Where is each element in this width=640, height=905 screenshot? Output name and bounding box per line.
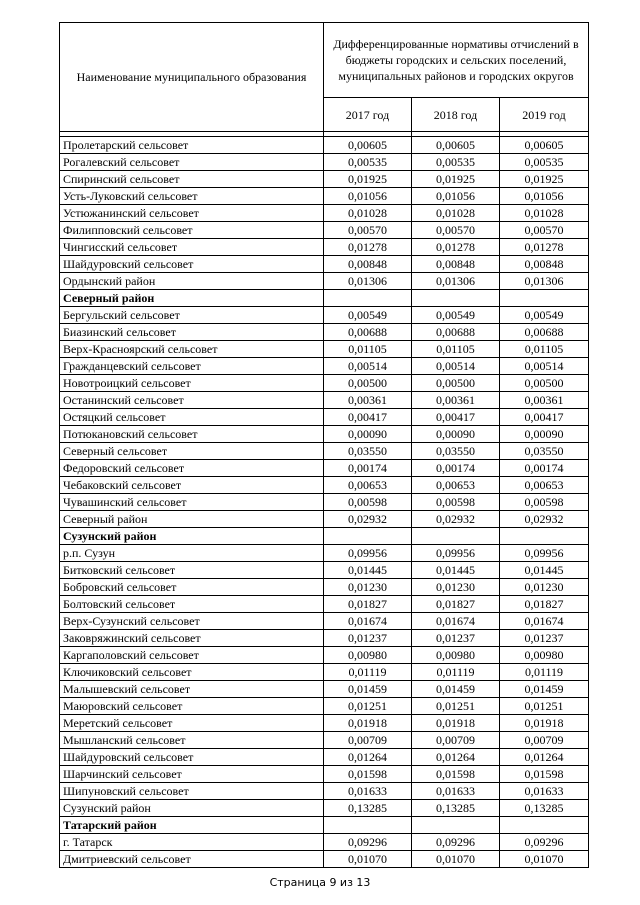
column-header-norms: Дифференцированные нормативы отчислений в бюджеты городских и сельских поселений, муниципальных районов и городских округов: [324, 23, 589, 98]
norm-value-2017: 0,00848: [324, 256, 412, 273]
table-row: [60, 494, 589, 511]
table-row: [60, 511, 589, 528]
norm-value-2017: 0,00605: [324, 137, 412, 154]
norm-value-2017: 0,01070: [324, 851, 412, 868]
municipality-name: Заковряжинский сельсовет: [60, 630, 324, 647]
norm-value-2019: 0,01925: [500, 171, 589, 188]
norm-value-2017: 0,00417: [324, 409, 412, 426]
municipality-name: Филипповский сельсовет: [60, 222, 324, 239]
norm-value-2019: 0,00598: [500, 494, 589, 511]
municipality-name: Потюкановский сельсовет: [60, 426, 324, 443]
municipality-name: Северный сельсовет: [60, 443, 324, 460]
norm-value-2018: 0,00605: [412, 137, 500, 154]
table-row: [60, 460, 589, 477]
norm-value-2019: 0,01674: [500, 613, 589, 630]
table-row: [60, 409, 589, 426]
municipality-name: Шайдуровский сельсовет: [60, 256, 324, 273]
municipality-name: Усть-Луковский сельсовет: [60, 188, 324, 205]
municipality-name: Шипуновский сельсовет: [60, 783, 324, 800]
municipality-name: Остяцкий сельсовет: [60, 409, 324, 426]
norm-value-2019: 0,09296: [500, 834, 589, 851]
table-row: [60, 613, 589, 630]
norm-value-2017: 0,00598: [324, 494, 412, 511]
norm-value-2017: 0,00570: [324, 222, 412, 239]
municipality-name: Маюровский сельсовет: [60, 698, 324, 715]
norm-value-2017: 0,01925: [324, 171, 412, 188]
norm-value-2017: 0,01633: [324, 783, 412, 800]
municipality-name: Биазинский сельсовет: [60, 324, 324, 341]
norm-value-2018: 0,01306: [412, 273, 500, 290]
table-row: [60, 579, 589, 596]
norm-value-2018: 0,01827: [412, 596, 500, 613]
empty-cell: [500, 290, 589, 307]
municipality-name: Ордынский район: [60, 273, 324, 290]
column-header-2018: 2018 год: [412, 98, 500, 132]
table-row: [60, 664, 589, 681]
norm-value-2017: 0,00514: [324, 358, 412, 375]
norm-value-2019: 0,01918: [500, 715, 589, 732]
municipality-name: Битковский сельсовет: [60, 562, 324, 579]
table-row: [60, 477, 589, 494]
norm-value-2018: 0,00361: [412, 392, 500, 409]
norm-value-2017: 0,03550: [324, 443, 412, 460]
norm-value-2017: 0,01105: [324, 341, 412, 358]
table-row: [60, 256, 589, 273]
norm-value-2018: 0,00653: [412, 477, 500, 494]
norm-value-2018: 0,00417: [412, 409, 500, 426]
norm-value-2017: 0,09956: [324, 545, 412, 562]
norm-value-2019: 0,00361: [500, 392, 589, 409]
norm-value-2017: 0,00500: [324, 375, 412, 392]
table-row: [60, 630, 589, 647]
norm-value-2017: 0,13285: [324, 800, 412, 817]
norm-value-2018: 0,01633: [412, 783, 500, 800]
table-row: [60, 171, 589, 188]
norm-value-2018: 0,09296: [412, 834, 500, 851]
table-row: [60, 222, 589, 239]
section-row: [60, 817, 589, 834]
municipality-name: Шарчинский сельсовет: [60, 766, 324, 783]
norm-value-2018: 0,02932: [412, 511, 500, 528]
norm-value-2017: 0,01459: [324, 681, 412, 698]
table-row: [60, 783, 589, 800]
norm-value-2019: 0,01028: [500, 205, 589, 222]
norm-value-2018: 0,00514: [412, 358, 500, 375]
norm-value-2018: 0,00090: [412, 426, 500, 443]
norm-value-2017: 0,00688: [324, 324, 412, 341]
table-row: [60, 137, 589, 154]
table-row: [60, 749, 589, 766]
table-row: [60, 545, 589, 562]
column-header-name: Наименование муниципального образования: [60, 23, 324, 132]
table-row: [60, 392, 589, 409]
norm-value-2019: 0,13285: [500, 800, 589, 817]
norm-value-2018: 0,00709: [412, 732, 500, 749]
table-row: [60, 358, 589, 375]
norm-value-2018: 0,00535: [412, 154, 500, 171]
norm-value-2019: 0,00980: [500, 647, 589, 664]
norm-value-2018: 0,01278: [412, 239, 500, 256]
table-row: [60, 681, 589, 698]
norm-value-2017: 0,09296: [324, 834, 412, 851]
norm-value-2019: 0,02932: [500, 511, 589, 528]
norm-value-2019: 0,00709: [500, 732, 589, 749]
norm-value-2019: 0,01237: [500, 630, 589, 647]
norm-value-2018: 0,01264: [412, 749, 500, 766]
norm-value-2017: 0,01306: [324, 273, 412, 290]
norm-value-2019: 0,00500: [500, 375, 589, 392]
norm-value-2018: 0,00688: [412, 324, 500, 341]
table-row: [60, 647, 589, 664]
municipality-name: Меретский сельсовет: [60, 715, 324, 732]
municipality-name: Гражданцевский сельсовет: [60, 358, 324, 375]
page-footer: Страница 9 из 13: [269, 876, 371, 889]
municipality-name: Спиринский сельсовет: [60, 171, 324, 188]
norm-value-2019: 0,00535: [500, 154, 589, 171]
municipality-name: Малышевский сельсовет: [60, 681, 324, 698]
norm-value-2017: 0,01028: [324, 205, 412, 222]
norm-value-2019: 0,01445: [500, 562, 589, 579]
norm-value-2017: 0,00549: [324, 307, 412, 324]
table-row: [60, 715, 589, 732]
norm-value-2019: 0,09956: [500, 545, 589, 562]
municipality-name: Дмитриевский сельсовет: [60, 851, 324, 868]
empty-cell: [500, 817, 589, 834]
norm-value-2019: 0,01056: [500, 188, 589, 205]
norm-value-2017: 0,00174: [324, 460, 412, 477]
table-row: [60, 307, 589, 324]
norm-value-2018: 0,03550: [412, 443, 500, 460]
table-row: [60, 239, 589, 256]
empty-cell: [412, 290, 500, 307]
norm-value-2018: 0,01445: [412, 562, 500, 579]
norm-value-2019: 0,01251: [500, 698, 589, 715]
table-row: [60, 851, 589, 868]
table-row: [60, 154, 589, 171]
header-row: [60, 23, 589, 98]
table-row: [60, 188, 589, 205]
norm-value-2018: 0,09956: [412, 545, 500, 562]
norm-value-2018: 0,00570: [412, 222, 500, 239]
norm-value-2018: 0,01119: [412, 664, 500, 681]
norm-value-2019: 0,00090: [500, 426, 589, 443]
municipality-name: Чебаковский сельсовет: [60, 477, 324, 494]
norm-value-2018: 0,01237: [412, 630, 500, 647]
norm-value-2017: 0,01264: [324, 749, 412, 766]
norm-value-2017: 0,00090: [324, 426, 412, 443]
municipality-name: Федоровский сельсовет: [60, 460, 324, 477]
norm-value-2017: 0,01674: [324, 613, 412, 630]
table-row: [60, 341, 589, 358]
norm-value-2019: 0,01264: [500, 749, 589, 766]
norm-value-2018: 0,01070: [412, 851, 500, 868]
empty-cell: [324, 528, 412, 545]
norm-value-2017: 0,02932: [324, 511, 412, 528]
norm-value-2017: 0,01251: [324, 698, 412, 715]
empty-cell: [412, 817, 500, 834]
norm-value-2018: 0,01251: [412, 698, 500, 715]
empty-cell: [324, 290, 412, 307]
municipality-name: Болтовский сельсовет: [60, 596, 324, 613]
municipality-name: Пролетарский сельсовет: [60, 137, 324, 154]
norm-value-2019: 0,00653: [500, 477, 589, 494]
norm-value-2019: 0,00605: [500, 137, 589, 154]
municipality-name: Сузунский район: [60, 800, 324, 817]
norm-value-2019: 0,01070: [500, 851, 589, 868]
table-row: [60, 324, 589, 341]
table-row: [60, 596, 589, 613]
norm-value-2017: 0,01827: [324, 596, 412, 613]
column-header-2017: 2017 год: [324, 98, 412, 132]
norm-value-2019: 0,01633: [500, 783, 589, 800]
norm-value-2018: 0,00500: [412, 375, 500, 392]
norm-value-2017: 0,01056: [324, 188, 412, 205]
municipality-name: Ключиковский сельсовет: [60, 664, 324, 681]
norm-value-2019: 0,00417: [500, 409, 589, 426]
norm-value-2019: 0,01119: [500, 664, 589, 681]
norm-value-2018: 0,01918: [412, 715, 500, 732]
section-title: Сузунский район: [60, 528, 324, 545]
norm-value-2019: 0,00174: [500, 460, 589, 477]
norm-value-2017: 0,01237: [324, 630, 412, 647]
norm-value-2017: 0,01445: [324, 562, 412, 579]
municipality-name: Устюжанинский сельсовет: [60, 205, 324, 222]
norm-value-2017: 0,00361: [324, 392, 412, 409]
empty-cell: [500, 528, 589, 545]
table-row: [60, 834, 589, 851]
table-row: [60, 562, 589, 579]
norm-value-2017: 0,00980: [324, 647, 412, 664]
norm-value-2019: 0,00570: [500, 222, 589, 239]
municipality-name: Верх-Сузунский сельсовет: [60, 613, 324, 630]
norm-value-2019: 0,03550: [500, 443, 589, 460]
norm-value-2019: 0,00688: [500, 324, 589, 341]
budget-norms-table: [59, 22, 589, 868]
norm-value-2017: 0,01918: [324, 715, 412, 732]
norm-value-2017: 0,00709: [324, 732, 412, 749]
norm-value-2018: 0,00598: [412, 494, 500, 511]
norm-value-2017: 0,01278: [324, 239, 412, 256]
section-title: Северный район: [60, 290, 324, 307]
norm-value-2018: 0,01674: [412, 613, 500, 630]
table-row: [60, 443, 589, 460]
norm-value-2017: 0,01230: [324, 579, 412, 596]
municipality-name: Верх-Красноярский сельсовет: [60, 341, 324, 358]
norm-value-2018: 0,13285: [412, 800, 500, 817]
empty-cell: [324, 817, 412, 834]
municipality-name: Чувашинский сельсовет: [60, 494, 324, 511]
municipality-name: Каргаполовский сельсовет: [60, 647, 324, 664]
municipality-name: Шайдуровский сельсовет: [60, 749, 324, 766]
norm-value-2018: 0,01598: [412, 766, 500, 783]
norm-value-2018: 0,01459: [412, 681, 500, 698]
section-title: Татарский район: [60, 817, 324, 834]
norm-value-2018: 0,01105: [412, 341, 500, 358]
municipality-name: г. Татарск: [60, 834, 324, 851]
municipality-name: Мышланский сельсовет: [60, 732, 324, 749]
norm-value-2019: 0,01598: [500, 766, 589, 783]
section-row: [60, 528, 589, 545]
norm-value-2018: 0,01056: [412, 188, 500, 205]
municipality-name: Новотроицкий сельсовет: [60, 375, 324, 392]
norm-value-2017: 0,00653: [324, 477, 412, 494]
table-row: [60, 732, 589, 749]
empty-cell: [412, 528, 500, 545]
table-row: [60, 205, 589, 222]
norm-value-2019: 0,01230: [500, 579, 589, 596]
table-row: [60, 800, 589, 817]
table-row: [60, 698, 589, 715]
norm-value-2018: 0,01925: [412, 171, 500, 188]
table-row: [60, 273, 589, 290]
municipality-name: Северный район: [60, 511, 324, 528]
norm-value-2019: 0,01278: [500, 239, 589, 256]
norm-value-2017: 0,01119: [324, 664, 412, 681]
column-header-2019: 2019 год: [500, 98, 589, 132]
norm-value-2018: 0,00980: [412, 647, 500, 664]
municipality-name: Чингисский сельсовет: [60, 239, 324, 256]
norm-value-2019: 0,00848: [500, 256, 589, 273]
norm-value-2019: 0,01459: [500, 681, 589, 698]
norm-value-2019: 0,01306: [500, 273, 589, 290]
norm-value-2017: 0,00535: [324, 154, 412, 171]
municipality-name: Бергульский сельсовет: [60, 307, 324, 324]
municipality-name: р.п. Сузун: [60, 545, 324, 562]
section-row: [60, 290, 589, 307]
norm-value-2017: 0,01598: [324, 766, 412, 783]
norm-value-2019: 0,00549: [500, 307, 589, 324]
norm-value-2019: 0,00514: [500, 358, 589, 375]
municipality-name: Рогалевский сельсовет: [60, 154, 324, 171]
norm-value-2018: 0,01028: [412, 205, 500, 222]
norm-value-2019: 0,01105: [500, 341, 589, 358]
norm-value-2019: 0,01827: [500, 596, 589, 613]
municipality-name: Бобровский сельсовет: [60, 579, 324, 596]
norm-value-2018: 0,00549: [412, 307, 500, 324]
norm-value-2018: 0,00848: [412, 256, 500, 273]
norm-value-2018: 0,00174: [412, 460, 500, 477]
table-row: [60, 426, 589, 443]
norm-value-2018: 0,01230: [412, 579, 500, 596]
municipality-name: Останинский сельсовет: [60, 392, 324, 409]
table-row: [60, 375, 589, 392]
table-row: [60, 766, 589, 783]
